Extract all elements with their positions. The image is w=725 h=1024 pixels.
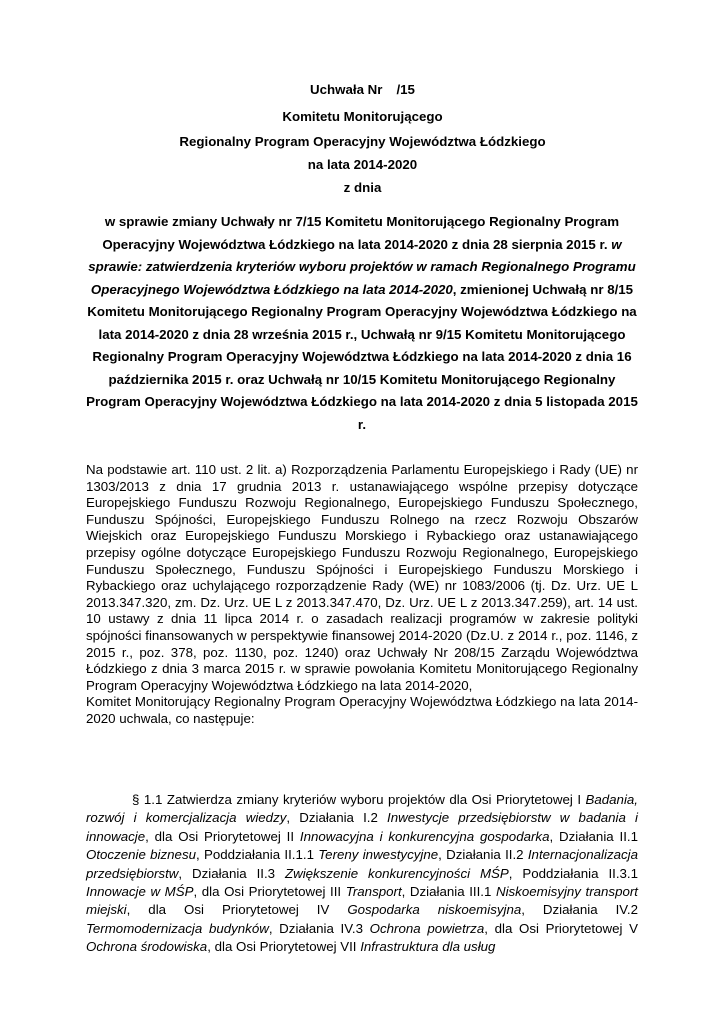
subject-part-1: w sprawie zmiany Uchwały nr 7/15 Komitetu Monitorującego Regionalny Program Operacyjny Województwa Łódzkiego na lata 2014-2020 z dnia 28 sierpnia 2015 r.: [102, 214, 620, 252]
committee-line: Komitetu Monitorującego: [282, 109, 443, 124]
resolution-title: Uchwała Nr /15: [310, 82, 415, 97]
subject-part-2: w sprawie: zatwierdzenia kryteriów wyboru projektów w ramach Regionalnego Programu Operacyjnego Województwa Łódzkiego na lata 2014-2020: [88, 236, 636, 297]
resolution-subject: [86, 211, 638, 436]
paragraph-1: § 1.1 Zatwierdza zmiany kryteriów wyboru projektów dla Osi Priorytetowej I Badania, rozwój i komercjalizacja wiedzy, Działania I.2 Inwestycje przedsiębiorstw w badania i innowacje, dla Osi Priorytetowej II Innowacyjna i konkurencyjna gospodarka, Działania II.1 Otoczenie biznesu, Poddziałania II.1.1 Tereny inwestycyjne, Działania II.2 Internacjonalizacja przedsiębiorstw, Działania II.3 Zwiększenie konkurencyjności MŚP, Poddziałania II.3.1 Innowacje w MŚP, dla Osi Priorytetowej III Transport, Działania III.1 Niskoemisyjny transport miejski, dla Osi Priorytetowej IV Gospodarka niskoemisyjna, Działania IV.2 Termomodernizacja budynków, Działania IV.3 Ochrona powietrza, dla Osi Priorytetowej V Ochrona środowiska, dla Osi Priorytetowej VII Infrastruktura dla usług: [86, 792, 639, 955]
legal-basis-text: Na podstawie art. 110 ust. 2 lit. a) Rozporządzenia Parlamentu Europejskiego i Rady (UE) nr 1303/2013 z dnia 17 grudnia 2013 r. ustanawiającego wspólne przepisy dotyczące Europejskiego Funduszu Rozwoju Regionalnego, Europejskiego Funduszu Społecznego, Funduszu Spójności, Europejskiego Funduszu Rolnego na rzecz Rozwoju Obszarów Wiejskich oraz Europejskiego Funduszu Morskiego i Rybackiego oraz ustanawiającego przepisy ogólne dotyczące Europejskiego Funduszu Rozwoju Regionalnego, Europejskiego Funduszu Społecznego, Funduszu Spójności i Europejskiego Funduszu Morskiego i Rybackiego oraz uchylającego rozporządzenie Rady (WE) nr 1083/2006 (tj. Dz. Urz. UE L 2013.347.320, zm. Dz. Urz. UE L z 2013.347.470, Dz. Urz. UE L z 2013.347.259), art. 14 ust. 10 ustawy z dnia 11 lipca 2014 r. o zasadach realizacji programów w zakresie polityki spójności finansowanych w perspektywie finansowej 2014-2020 (Dz.U. z 2014 r., poz. 1146, z 2015 r., poz. 378, poz. 1130, poz. 1240) oraz Uchwały Nr 208/15 Zarządu Województwa Łódzkiego z dnia 3 marca 2015 r. w sprawie powołania Komitetu Monitorującego Regionalny Program Operacyjny Województwa Łódzkiego na lata 2014-2020,: [86, 462, 638, 693]
period-line: na lata 2014-2020: [307, 157, 418, 172]
date-line: z dnia: [343, 180, 382, 195]
legal-basis: [86, 462, 638, 728]
resolves-text: Komitet Monitorujący Regionalny Program Operacyjny Województwa Łódzkiego na lata 2014-2020 uchwala, co następuje:: [86, 694, 638, 726]
subject-part-3: , zmienionej Uchwałą nr 8/15 Komitetu Monitorującego Regionalny Program Operacyjny Województwa Łódzkiego na lata 2014-2020 z dnia 28 września 2015 r., Uchwałą nr 9/15 Komitetu Monitorującego Regionalny Program Operacyjny Województwa Łódzkiego na lata 2014-2020 z dnia 16 października 2015 r. oraz Uchwałą nr 10/15 Komitetu Monitorującego Regionalny Program Operacyjny Województwa Łódzkiego na lata 2014-2020 z dnia 5 listopada 2015 r.: [86, 281, 638, 432]
program-line: Regionalny Program Operacyjny Województwa Łódzkiego: [179, 134, 546, 149]
